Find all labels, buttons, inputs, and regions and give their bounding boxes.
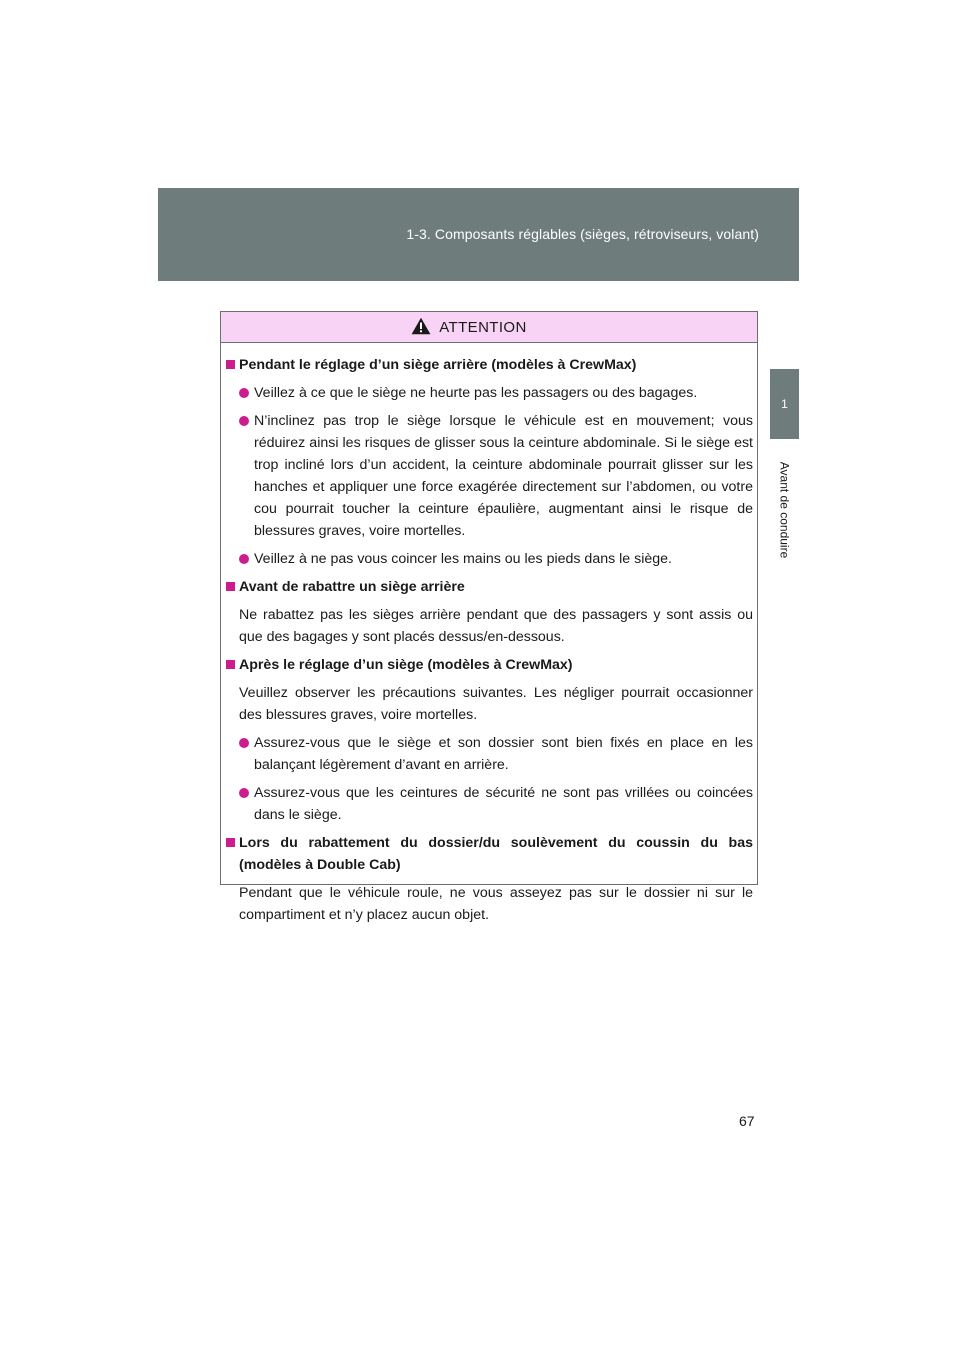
section-title: 1-3. Composants réglables (sièges, rétroviseurs, volant) xyxy=(406,226,759,242)
section-paragraph: Pendant que le véhicule roule, ne vous asseyez pas sur le dossier ni sur le compartiment et n’y placez aucun objet. xyxy=(239,885,753,923)
warning-triangle-icon xyxy=(411,317,431,335)
chapter-label: Avant de conduire xyxy=(777,461,792,559)
chapter-tab xyxy=(770,369,799,439)
page-number: 67 xyxy=(739,1113,755,1129)
list-item-text: N’inclinez pas trop le siège lorsque le véhicule est en mouvement; vous réduirez ainsi les risques de glisser sous la ceinture abdominale. Si le siège est trop incliné lors d’un accident, la ceinture abdominale pourrait glisser sur les hanches et appliquer une force exagérée directement sur l’abdomen, ou votre cou pourrait toucher la ceinture épaulière, augmentant ainsi le risque de blessures graves, voire mortelles. xyxy=(254,413,753,539)
list-item xyxy=(226,732,753,776)
list-item xyxy=(226,382,753,404)
circle-bullet-icon xyxy=(239,554,249,564)
caution-header xyxy=(221,312,757,343)
circle-bullet-icon xyxy=(239,738,249,748)
square-bullet-icon xyxy=(226,360,235,369)
caution-body xyxy=(221,343,757,926)
list-item-text: Veillez à ce que le siège ne heurte pas les passagers ou des bagages. xyxy=(254,385,698,401)
chapter-header-band xyxy=(158,188,799,281)
section-paragraph: Veuillez observer les précautions suivantes. Les négliger pourrait occasionner des blessures graves, voire mortelles. xyxy=(239,685,753,723)
list-item-text: Assurez-vous que le siège et son dossier sont bien fixés en place en les balançant légèrement d’avant en arrière. xyxy=(254,735,753,773)
caution-title: ATTENTION xyxy=(439,318,527,336)
list-item xyxy=(226,410,753,542)
list-item-text: Assurez-vous que les ceintures de sécurité ne sont pas vrillées ou coincées dans le siège. xyxy=(254,785,753,823)
list-item xyxy=(226,782,753,826)
section-heading-text: Après le réglage d’un siège (modèles à CrewMax) xyxy=(239,657,573,673)
chapter-side-label xyxy=(770,448,799,572)
section-heading xyxy=(226,576,753,598)
section-paragraph: Ne rabattez pas les sièges arrière pendant que des passagers y sont assis ou que des bagages y sont placés dessus/en-dessous. xyxy=(239,607,753,645)
circle-bullet-icon xyxy=(239,788,249,798)
square-bullet-icon xyxy=(226,582,235,591)
list-item xyxy=(226,548,753,570)
section-heading-text: Pendant le réglage d’un siège arrière (modèles à CrewMax) xyxy=(239,357,637,373)
circle-bullet-icon xyxy=(239,388,249,398)
chapter-number: 1 xyxy=(781,397,788,411)
section-heading xyxy=(226,354,753,376)
section-heading xyxy=(226,832,753,876)
section-heading-text: Lors du rabattement du dossier/du soulèvement du coussin du bas (modèles à Double Cab) xyxy=(239,835,753,873)
section-heading-text: Avant de rabattre un siège arrière xyxy=(239,579,465,595)
caution-box xyxy=(220,311,758,923)
circle-bullet-icon xyxy=(239,416,249,426)
list-item-text: Veillez à ne pas vous coincer les mains ou les pieds dans le siège. xyxy=(254,551,672,567)
section-heading xyxy=(226,654,753,676)
square-bullet-icon xyxy=(226,838,235,847)
square-bullet-icon xyxy=(226,660,235,669)
